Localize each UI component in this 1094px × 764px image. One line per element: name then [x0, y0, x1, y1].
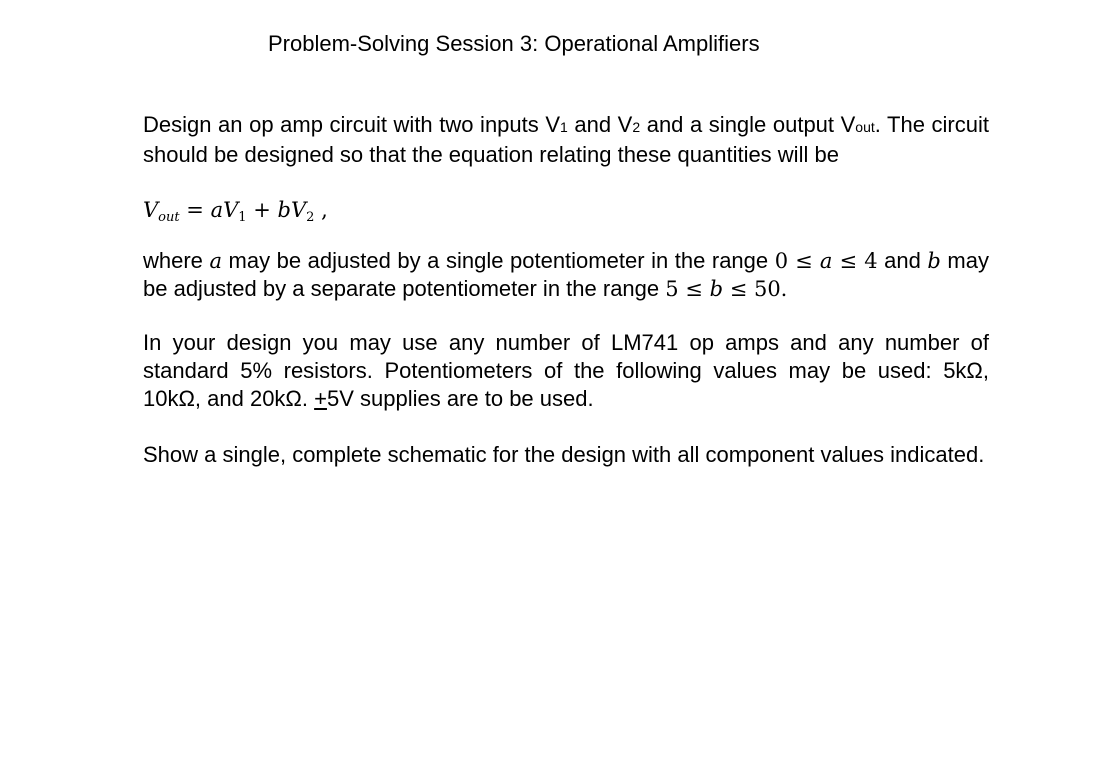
p2-text-1: where — [143, 248, 210, 273]
eq-v2-sub: 2 — [306, 210, 315, 225]
paragraph-ranges — [143, 247, 989, 303]
p2-range-a-low: 0 ≤ — [774, 249, 820, 273]
p1-subscript-out: out — [855, 119, 875, 135]
p2-text-4: may be adjusted by a separate potentiometer in the range — [143, 248, 989, 301]
p2-text-3: and — [877, 248, 928, 273]
p2-var-a: a — [209, 249, 222, 273]
p1-text-3: and a single output V — [640, 112, 856, 137]
p1-text-1: Design an op amp circuit with two inputs V — [143, 112, 561, 137]
paragraph-design-task — [143, 111, 989, 169]
p1-subscript-2: 2 — [632, 119, 641, 135]
p3-text-1: In your design you may use any number of LM741 op amps and any number of standard 5% resistors. Potentiometers of the following values may be used: 5kΩ, 10kΩ, and 20kΩ. — [143, 330, 989, 411]
eq-equals: = — [179, 198, 211, 222]
paragraph-schematic — [143, 441, 989, 469]
page-title: Problem-Solving Session 3: Operational Amplifiers — [268, 31, 760, 56]
eq-vout-sub: out — [158, 210, 180, 225]
eq-v1-sub: 1 — [238, 210, 247, 225]
p4-text: Show a single, complete schematic for the design with all component values indicated. — [143, 442, 985, 467]
p2-range-b-high: ≤ 50. — [723, 277, 788, 301]
eq-b: b — [277, 198, 291, 222]
p2-range-b-var: b — [709, 277, 724, 301]
eq-tail: , — [314, 198, 328, 222]
p2-text-2: may be adjusted by a single potentiometer in the range — [222, 248, 775, 273]
p1-text-4: . The circuit should be designed so that the equation relating these quantities will be — [143, 112, 989, 167]
p1-subscript-1: 1 — [560, 119, 568, 135]
eq-a: a — [210, 198, 224, 222]
p2-range-b-low: 5 ≤ — [665, 277, 710, 301]
p2-var-b: b — [927, 249, 941, 273]
paragraph-components — [143, 329, 989, 413]
p2-range-a-var: a — [819, 249, 833, 273]
p1-text-2: and V — [567, 112, 633, 137]
p3-plus-minus: + — [314, 386, 327, 411]
eq-plus: + — [246, 198, 278, 222]
p3-text-2: 5V supplies are to be used. — [326, 386, 594, 411]
eq-v1: V — [223, 198, 239, 222]
p2-range-a-high: ≤ 4 — [832, 249, 878, 273]
output-equation — [143, 196, 328, 224]
eq-vout-var: V — [143, 198, 159, 222]
eq-v2: V — [290, 198, 307, 222]
